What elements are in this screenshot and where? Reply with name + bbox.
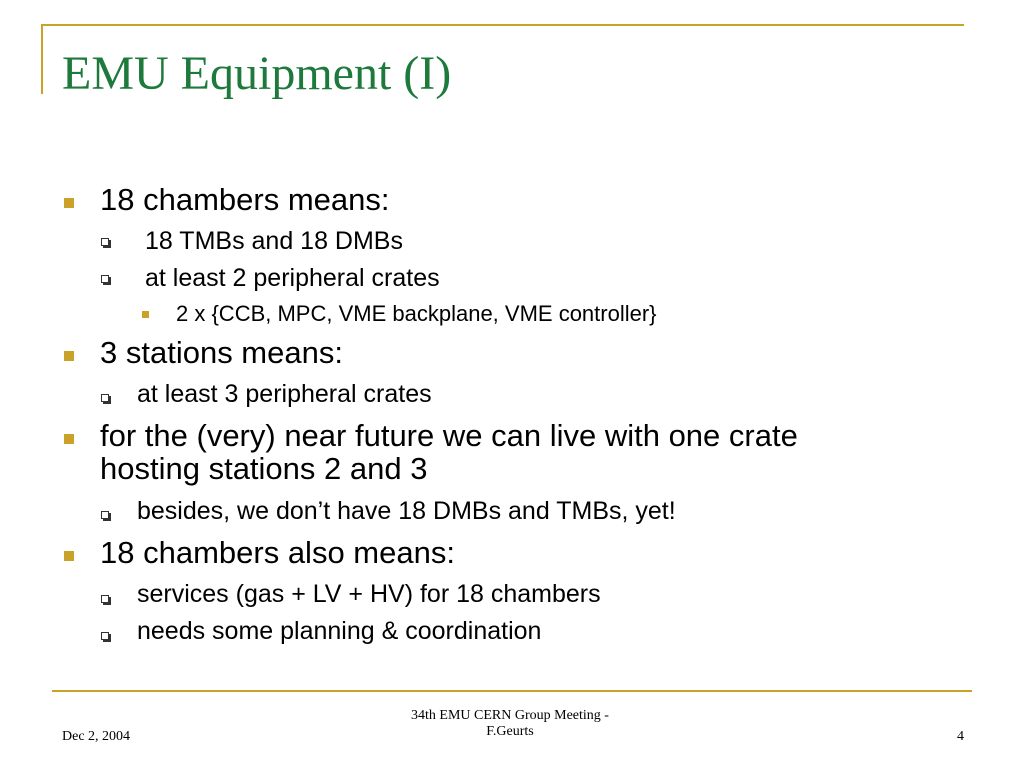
hollow-square-icon	[101, 511, 109, 519]
filled-square-icon	[64, 198, 74, 208]
bullet-text: services (gas + LV + HV) for 18 chambers	[137, 580, 601, 608]
filled-square-icon	[64, 551, 74, 561]
bullet-text: 2 x {CCB, MPC, VME backplane, VME controller}	[176, 301, 657, 326]
footer-page-number: 4	[957, 729, 964, 744]
footer-date: Dec 2, 2004	[62, 729, 131, 744]
hollow-square-icon	[101, 275, 109, 283]
bullet-text: at least 2 peripheral crates	[145, 264, 440, 292]
filled-square-icon	[64, 434, 74, 444]
hollow-square-icon	[101, 595, 109, 603]
bullet-text: at least 3 peripheral crates	[137, 380, 432, 408]
bullet-text: needs some planning & coordination	[137, 617, 542, 645]
footer-meeting	[330, 708, 690, 740]
footer-rule	[52, 690, 972, 692]
bullet-text-continuation: hosting stations 2 and 3	[100, 451, 428, 486]
bullet-text: 18 TMBs and 18 DMBs	[145, 227, 403, 255]
slide-title: EMU Equipment (I)	[62, 47, 452, 100]
hollow-square-icon	[101, 632, 109, 640]
bullet-text: 3 stations means:	[100, 335, 343, 370]
filled-square-icon	[64, 351, 74, 361]
bullet-text: for the (very) near future we can live with one crate	[100, 418, 798, 453]
footer-meeting-line1: 34th EMU CERN Group Meeting -	[411, 708, 609, 723]
filled-square-icon	[142, 311, 149, 318]
hollow-square-icon	[101, 394, 109, 402]
bullet-text: 18 chambers means:	[100, 182, 390, 217]
footer-meeting-line2: F.Geurts	[486, 724, 534, 739]
hollow-square-icon	[101, 238, 109, 246]
bullet-text: 18 chambers also means:	[100, 535, 455, 570]
bullet-text: besides, we don’t have 18 DMBs and TMBs, yet!	[137, 497, 676, 525]
